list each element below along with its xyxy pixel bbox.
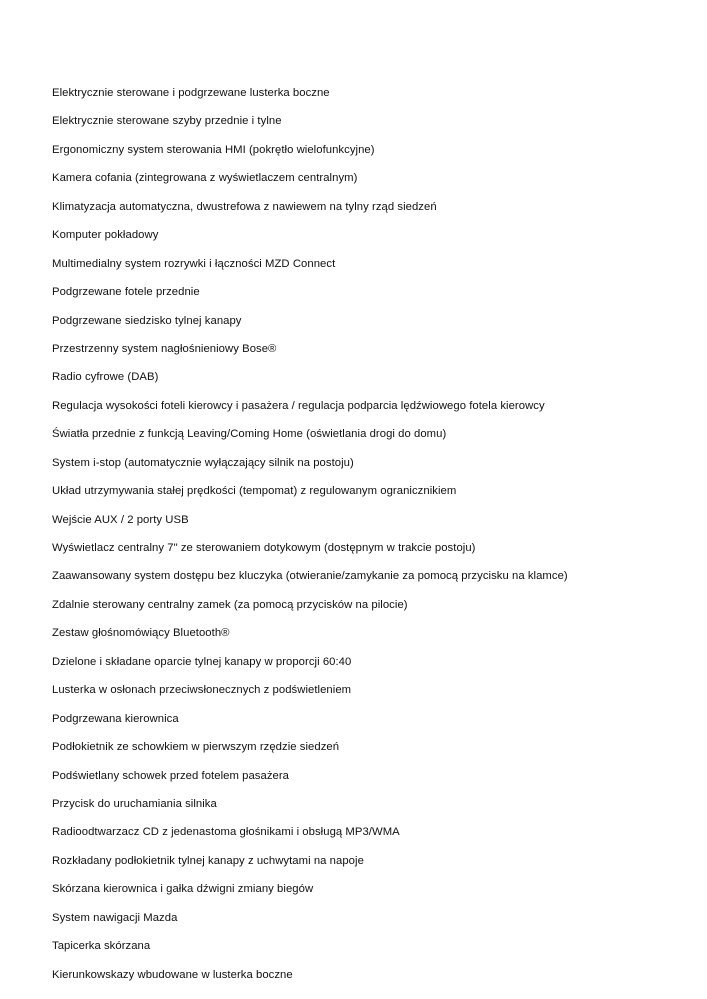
feature-list [52,84,692,994]
feature-item: Ergonomiczny system sterowania HMI (pokrętło wielofunkcyjne) [52,143,375,156]
feature-item: Radioodtwarzacz CD z jedenastoma głośnikami i obsługą MP3/WMA [52,826,400,839]
feature-item: Światła przednie z funkcją Leaving/Coming Home (oświetlania drogi do domu) [52,428,447,441]
feature-item: System i-stop (automatycznie wyłączający silnik na postoju) [52,456,354,469]
feature-item: Komputer pokładowy [52,229,159,242]
feature-item: Przycisk do uruchamiania silnika [52,797,217,810]
feature-item: Zdalnie sterowany centralny zamek (za pomocą przycisków na pilocie) [52,598,408,611]
feature-item: System nawigacji Mazda [52,911,178,924]
feature-item: Wyświetlacz centralny 7" ze sterowaniem dotykowym (dostępnym w trakcie postoju) [52,542,476,554]
feature-item: Elektrycznie sterowane i podgrzewane lusterka boczne [52,87,330,99]
feature-item: Podświetlany schowek przed fotelem pasażera [52,769,289,782]
feature-item: Układ utrzymywania stałej prędkości (tempomat) z regulowanym ogranicznikiem [52,485,457,498]
feature-item: Tapicerka skórzana [52,940,151,953]
feature-item: Podgrzewane siedzisko tylnej kanapy [52,314,242,327]
feature-item: Zaawansowany system dostępu bez kluczyka (otwieranie/zamykanie za pomocą przycisku na klamce) [52,570,568,583]
feature-item: Podłokietnik ze schowkiem w pierwszym rzędzie siedzeń [52,741,340,754]
feature-item: Skórzana kierownica i gałka dźwigni zmiany biegów [52,883,314,896]
feature-item: Wejście AUX / 2 porty USB [52,513,189,526]
feature-item: Dzielone i składane oparcie tylnej kanapy w proporcji 60:40 [52,655,352,668]
feature-item: Elektrycznie sterowane szyby przednie i tylne [52,115,282,128]
feature-item: Regulacja wysokości foteli kierowcy i pasażera / regulacja podparcia lędźwiowego fotela kierowcy [52,399,545,412]
feature-item: Rozkładany podłokietnik tylnej kanapy z uchwytami na napoje [52,854,364,867]
feature-item: Podgrzewana kierownica [52,712,179,725]
feature-item: Lusterka w osłonach przeciwsłonecznych z podświetleniem [52,684,352,697]
feature-item: Klimatyzacja automatyczna, dwustrefowa z nawiewem na tylny rząd siedzeń [52,200,437,213]
feature-item: Podgrzewane fotele przednie [52,286,200,299]
feature-item: Kierunkowskazy wbudowane w lusterka boczne [52,968,293,981]
feature-item: Radio cyfrowe (DAB) [52,371,159,384]
feature-item: Zestaw głośnomówiący Bluetooth® [52,627,230,640]
feature-item: Multimedialny system rozrywki i łączności MZD Connect [52,257,336,270]
feature-item: Kamera cofania (zintegrowana z wyświetlaczem centralnym) [52,172,358,185]
feature-item: Przestrzenny system nagłośnieniowy Bose® [52,342,277,355]
